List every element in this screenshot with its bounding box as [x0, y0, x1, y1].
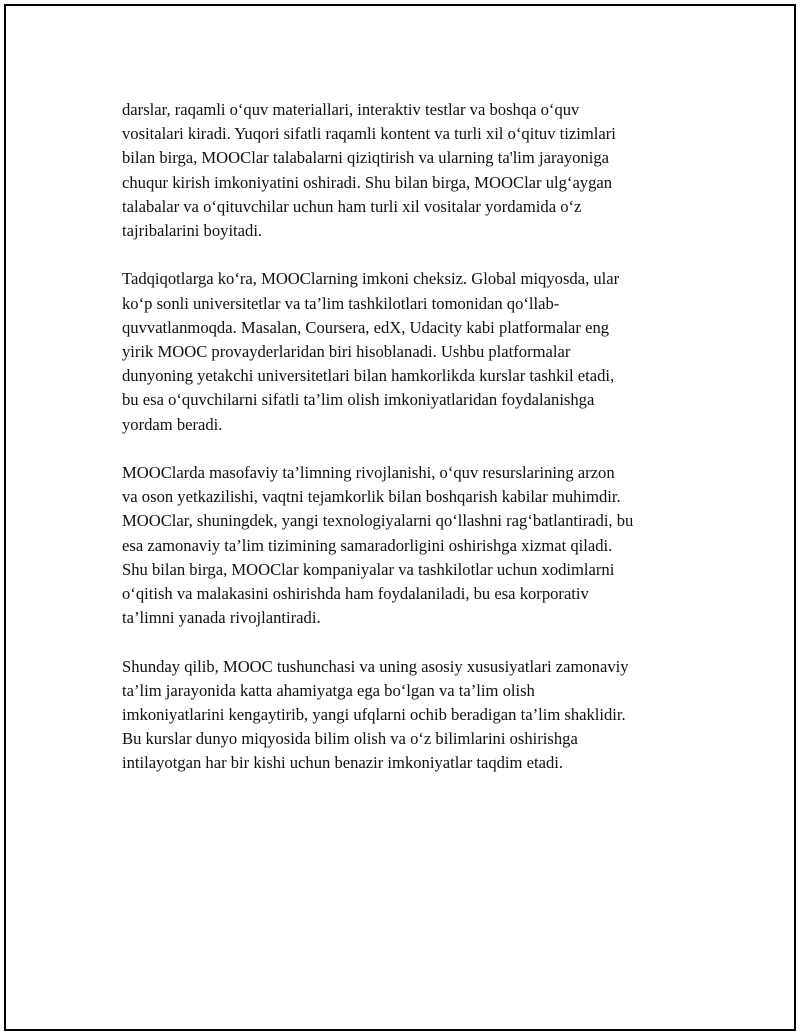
text-line: bu esa o‘quvchilarni sifatli ta’lim olish imkoniyatlaridan foydalanishga	[122, 390, 595, 410]
text-line: imkoniyatlarini kengaytirib, yangi ufqlarni ochib beradigan ta’lim shaklidir.	[122, 705, 626, 725]
text-line: quvvatlanmoqda. Masalan, Coursera, edX, Udacity kabi platformalar eng	[122, 317, 610, 337]
text-line: ko‘p sonli universitetlar va ta’lim tashkilotlari tomonidan qo‘llab-	[122, 293, 560, 313]
paragraph-2	[122, 267, 712, 436]
text-line: yirik MOOC provayderlaridan biri hisoblanadi. Ushbu platformalar	[122, 342, 571, 362]
text-line: intilayotgan har bir kishi uchun benazir imkoniyatlar taqdim etadi.	[122, 753, 563, 773]
page-frame	[4, 4, 796, 1031]
text-line: yordam beradi.	[122, 414, 223, 434]
text-line: MOOClar, shuningdek, yangi texnologiyalarni qo‘llashni rag‘batlantiradi, bu	[122, 511, 634, 531]
text-line: Bu kurslar dunyo miqyosida bilim olish va o‘z bilimlarini oshirishga	[122, 729, 578, 749]
paragraph-1	[122, 98, 712, 243]
text-line: talabalar va o‘qituvchilar uchun ham turli xil vositalar yordamida o‘z	[122, 196, 582, 216]
text-line: MOOClarda masofaviy ta’limning rivojlanishi, o‘quv resurslarining arzon	[122, 463, 615, 483]
text-line: esa zamonaviy ta’lim tizimining samaradorligini oshirishga xizmat qiladi.	[122, 535, 613, 555]
text-line: Shunday qilib, MOOC tushunchasi va uning asosiy xususiyatlari zamonaviy	[122, 656, 629, 676]
text-line: bilan birga, MOOClar talabalarni qiziqtirish va ularning ta'lim jarayoniga	[122, 148, 609, 168]
text-line: chuqur kirish imkoniyatini oshiradi. Shu bilan birga, MOOClar ulg‘aygan	[122, 172, 613, 192]
text-line: ta’lim jarayonida katta ahamiyatga ega bo‘lgan va ta’lim olish	[122, 680, 535, 700]
paragraph-3	[122, 461, 712, 630]
text-line: darslar, raqamli o‘quv materiallari, interaktiv testlar va boshqa o‘quv	[122, 100, 580, 119]
text-line: ta’limni yanada rivojlantiradi.	[122, 608, 321, 628]
text-line: o‘qitish va malakasini oshirishda ham foydalaniladi, bu esa korporativ	[122, 584, 589, 604]
text-line: Tadqiqotlarga ko‘ra, MOOClarning imkoni cheksiz. Global miqyosda, ular	[122, 269, 620, 289]
text-line: vositalari kiradi. Yuqori sifatli raqamli kontent va turli xil o‘qituv tizimlari	[122, 124, 616, 144]
text-line: Shu bilan birga, MOOClar kompaniyalar va tashkilotlar uchun xodimlarni	[122, 559, 615, 579]
text-line: dunyoning yetakchi universitetlari bilan hamkorlikda kurslar tashkil etadi,	[122, 366, 615, 386]
text-line: va oson yetkazilishi, vaqtni tejamkorlik bilan boshqarish kabilar muhimdir.	[122, 487, 621, 507]
document-body	[122, 98, 712, 800]
text-line: tajribalarini boyitadi.	[122, 221, 263, 241]
paragraph-4	[122, 655, 712, 776]
